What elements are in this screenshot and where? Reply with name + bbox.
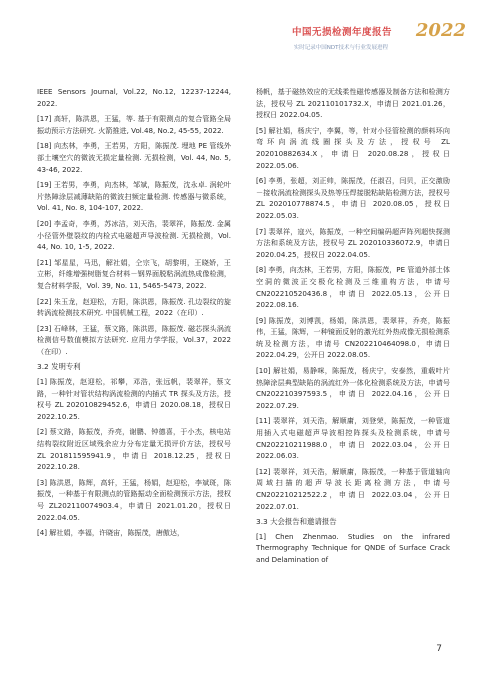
- reference-item: [17] 高轩，陈洪恩，王猛，等. 基于有限测点的复合管路全局振动预示方法研究. 火箭推进, Vol.48, No.2, 45-55, 2022.: [37, 114, 231, 135]
- report-subtitle: 实时记录中国NDT技术与行业发展进程: [293, 45, 388, 51]
- section-heading-reports: 3.3 大会报告和邀请报告: [256, 517, 337, 527]
- reference-item: [18] 向杰林，李勇，王若男，方阳，陈振茂. 埋地 PE 管线外部土壤空穴的微波无损定量检测. 无损检测，Vol. 44, No. 5, 43-46, 2022.: [37, 141, 231, 174]
- page-number: 7: [436, 644, 442, 654]
- patent-item: [8] 李勇，向杰林，王若男，方阳，陈振茂，PE 管道外部土体空洞的微波正交极化检测及三维重构方法，申请号 CN202210520436.8，申请日 2022.05.13，公开日 2022.08.16.: [256, 265, 450, 310]
- reference-item: [19] 王若男，李勇，向杰林，邹斌，陈振茂，沈永卓. 涡轮叶片热障涂层减薄缺陷的微波扫频定量检测. 传感器与微系统，Vol. 41, No. 8, 104-107, 2022.: [37, 180, 231, 213]
- patent-item: [9] 陈振茂，刘博凯，杨娟，陈洪恩，裴翠祥，乔亮，陈振伟，王猛，陈辉，一种镜面反射的激光红外热成像无损检测系统及检测方法，申请号 CN202210464098.0，申请日 2022.04.29，公开日 2022.08.05.: [256, 315, 450, 360]
- left-column: [37, 86, 231, 543]
- reference-item: [20] 李孟奇，李勇，苏冰洁，刘天浩，裴翠祥，陈振茂. 金属小径管外壁裂纹的内检式电磁超声导波检测. 无损检测，Vol. 44, No. 10, 1-5, 2022.: [37, 218, 231, 252]
- patent-item: [5] 解社娟，杨庆宁，李翼，等，针对小径管检测的颜料环向弯环向涡流线圈探头及方法，授权号 ZL 202010882634.X，申请日 2020.08.28，授权日 2022.05.06.: [256, 125, 450, 170]
- report-title: 中国无损检测年度报告: [291, 27, 392, 38]
- reference-item: [23] 石峰林，王猛，蔡文路，陈洪恩，陈振茂. 磁芯探头涡流检测信号数值模拟方法研究. 应用力学学报，Vol.37，2022（在印）.: [37, 323, 231, 356]
- patent-item: [11] 裴翠祥，刘天浩，解顺庸，刘登荣，陈振茂，一种管道用插入式电磁超声导波相控阵探头及检测系统，申请号 CN202210211988.0，申请日 2022.03.04，公开日 2022.06.03.: [256, 416, 450, 461]
- patent-item: [6] 李勇，张超，刘正帅，陈振茂，任淑召，闫贝，正交激励－接收涡流检测探头及热等压焊接脱粘缺陷检测方法，授权号 ZL 202010778874.5，申请日 2020.08.05，授权日 2022.05.03.: [256, 176, 450, 220]
- right-column: [256, 86, 450, 570]
- reference-item: [21] 邹星星，马迅，解社娟，仝宗飞，胡黎明，王晓娇，王立彬，纤维增强树脂复合材料－钢界面脱粘涡流热成像检测，复合材料学报，Vol. 39, No. 11, 5465-5473, 2022.: [37, 257, 231, 290]
- patent-item: [10] 解社娟，易静咪，陈振茂，杨庆宁，安泰然，重载叶片热障涂层典型缺陷的涡流红外一体化检测系统及方法，申请号 CN202210397593.5，申请日 2022.04.16，公开日 2022.07.29.: [256, 366, 450, 410]
- patent-item: [1] 陈振茂，赵迎松，祁攀，邓浩，张远帆，裴翠祥，蔡文路，一种针对管状结构涡流检测的内插式 TR 探头及方法，授权号 ZL 202010829452.6，申请日 2020.08.18，授权日 2022.10.25.: [37, 377, 231, 421]
- reference-item: IEEE Sensors Journal, Vol.22, No.12, 12237-12244, 2022.: [37, 87, 231, 108]
- section-heading-patents: 3.2 发明专利: [37, 362, 81, 372]
- patent-item: 杨帆，基于磁热效应的无线柔性磁传感器及制备方法和检测方法，授权号 ZL 202110101732.X，申请日 2021.01.26，授权日 2022.04.05.: [256, 87, 450, 120]
- reference-item: [22] 朱玉龙，赵迎松，方阳，陈洪恩，陈振茂. 孔边裂纹的旋转涡流检测技术研究. 中国机械工程，2022（在印）.: [37, 296, 231, 318]
- patent-item: [2] 蔡文路，陈振茂，乔亮，谢鹏、钟德喜，于小杰，核电站结构裂纹附近区域残余应力分布定量无损评价方法，授权号 ZL 201811595941.9，申请日 2018.12.25，授权日 2022.10.28.: [37, 427, 231, 472]
- report-item: [1] Chen Zhenmao. Studies on the infrared Thermography Technique for QNDE of Surface Crack and Delamination of: [256, 531, 450, 564]
- patent-item: [12] 裴翠祥，刘天浩，解顺庸，陈振茂，一种基于管道轴向周域扫描的超声导波长距离检测方法，申请号 CN202210212522.2，申请日 2022.03.04，公开日 2022.07.01.: [256, 466, 450, 511]
- patent-item: [3] 陈洪恩，陈辉，高轩，王猛，杨娟，赵迎松，李斌斑，陈振茂，一种基于有限测点的管路振动全面检测预示方法，授权号 ZL202110074903.4，申请日 2021.01.20，授权日 2022.04.05.: [37, 477, 231, 522]
- patent-item: [4] 解社娟，李福，许晓宙，陈振茂，唐傲达，: [37, 528, 185, 538]
- page-header: [0, 0, 480, 62]
- report-year: 2022: [415, 20, 466, 41]
- patent-item: [7] 裴翠祥，寇兴，陈振茂，一种空间编码超声阵列超快探测方法和系统及方法，授权号 ZL 202010336072.9，申请日 2020.04.25，授权日 2022.04.05.: [256, 226, 450, 259]
